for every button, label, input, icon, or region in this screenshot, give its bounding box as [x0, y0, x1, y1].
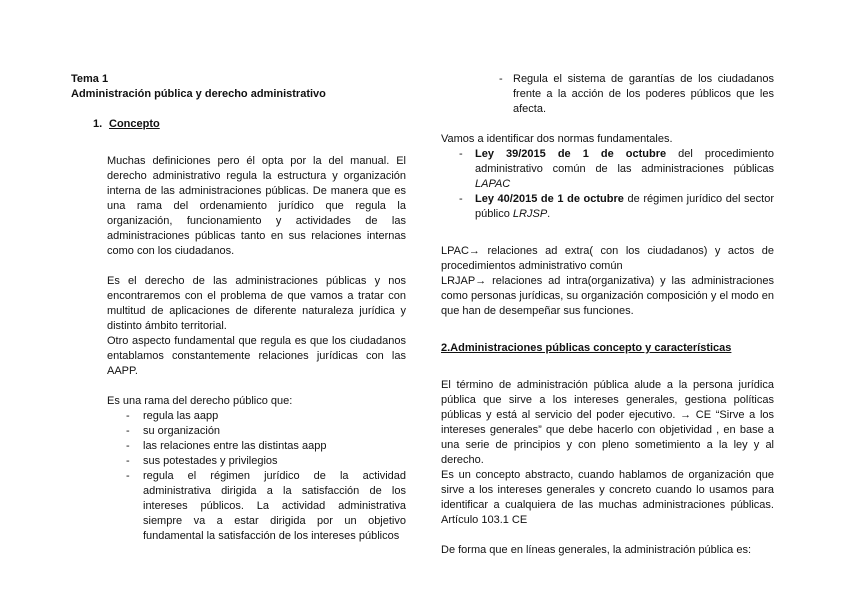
list-item: - las relaciones entre las distintas aapp	[71, 439, 406, 454]
public-law-list	[71, 409, 406, 544]
document-title: Administración pública y derecho administrativo	[71, 88, 326, 100]
section-heading-administraciones: 2.Administraciones públicas concepto y características	[441, 342, 732, 354]
list-intro: Es una rama del derecho público que:	[107, 395, 293, 407]
laws-list	[441, 147, 774, 222]
law-item-40-2015	[441, 192, 774, 222]
topic-number: Tema 1	[71, 73, 109, 85]
paragraph-termino: El término de administración pública alude a la persona jurídica pública que sirve a los intereses generales, gestiona políticas públicas y está al servicio del poder ejecutivo. → CE “Sirve a los intereses generales” que debe hacerlo con objetividad , en base a una serie de principios y con pleno sometimiento a la ley y al derecho.	[441, 379, 774, 466]
section-label: Concepto	[109, 118, 160, 130]
paragraph-otro-aspecto: Otro aspecto fundamental que regula es que los ciudadanos entablamos constantemente relaciones jurídicas con las AAPP.	[107, 335, 406, 377]
paragraph-closing: De forma que en líneas generales, la administración pública es:	[441, 544, 752, 556]
list-item: - regula las aapp	[71, 409, 406, 424]
law-end: .	[547, 208, 551, 220]
section-number: 1.	[93, 118, 103, 130]
right-column	[441, 72, 774, 558]
list-item: - su organización	[71, 424, 406, 439]
paragraph-definitions: Muchas definiciones pero él opta por la del manual. El derecho administrativo regula la estructura y organización interna de las administraciones públicas. De manera que es una rama del ordenamiento jurídico que regula la organización, funcionamiento y actividades de las administraciones públicas tanto en sus relaciones internas como con los ciudadanos.	[107, 155, 406, 257]
norms-intro: Vamos a identificar dos normas fundamentales.	[441, 133, 673, 145]
paragraph-concepto-abstracto: Es un concepto abstracto, cuando hablamos de organización que sirve a los intereses generales y concreto cuando lo usamos para identificar a cualquiera de las muchas administraciones públicas. Artículo 103.1 CE	[441, 469, 774, 526]
continued-list	[441, 72, 774, 117]
law-description: del procedimiento administrativo común de las administraciones públicas	[475, 148, 774, 175]
paragraph-derecho: Es el derecho de las administraciones públicas y nos encontraremos con el problema de que vamos a tratar con multitud de aplicaciones de diferente naturaleza jurídica y distinto ámbito territorial.	[107, 275, 406, 332]
law-name: Ley 40/2015 de 1 de octubre	[475, 193, 624, 205]
law-name: Ley 39/2015 de 1 de octubre	[475, 148, 667, 160]
list-item: - sus potestades y privilegios	[71, 454, 406, 469]
law-abbreviation: LRJSP	[512, 208, 548, 220]
list-item: - regula el régimen jurídico de la actividad administrativa dirigida a la satisfacción de los intereses públicos. La actividad administrativa siempre va a estar dirigida por un objetivo fundamental la satisfacción de los intereses públicos	[71, 469, 406, 544]
section-heading-concepto	[93, 117, 406, 132]
list-item: - Regula el sistema de garantías de los ciudadanos frente a la acción de los poderes públicos que les afecta.	[441, 72, 774, 117]
law-description: de régimen jurídico del sector público	[475, 193, 774, 220]
left-column	[71, 72, 406, 544]
law-abbreviation: LAPAC	[475, 178, 511, 190]
law-item-39-2015	[441, 147, 774, 192]
paragraph-lpac: LPAC→ relaciones ad extra( con los ciudadanos) y actos de procedimientos administrativo común	[441, 245, 774, 272]
paragraph-lrjap: LRJAP→ relaciones ad intra(organizativa) y las administraciones como personas jurídicas, su organización composición y el modo en que han de desempeñar sus funciones.	[441, 275, 774, 317]
